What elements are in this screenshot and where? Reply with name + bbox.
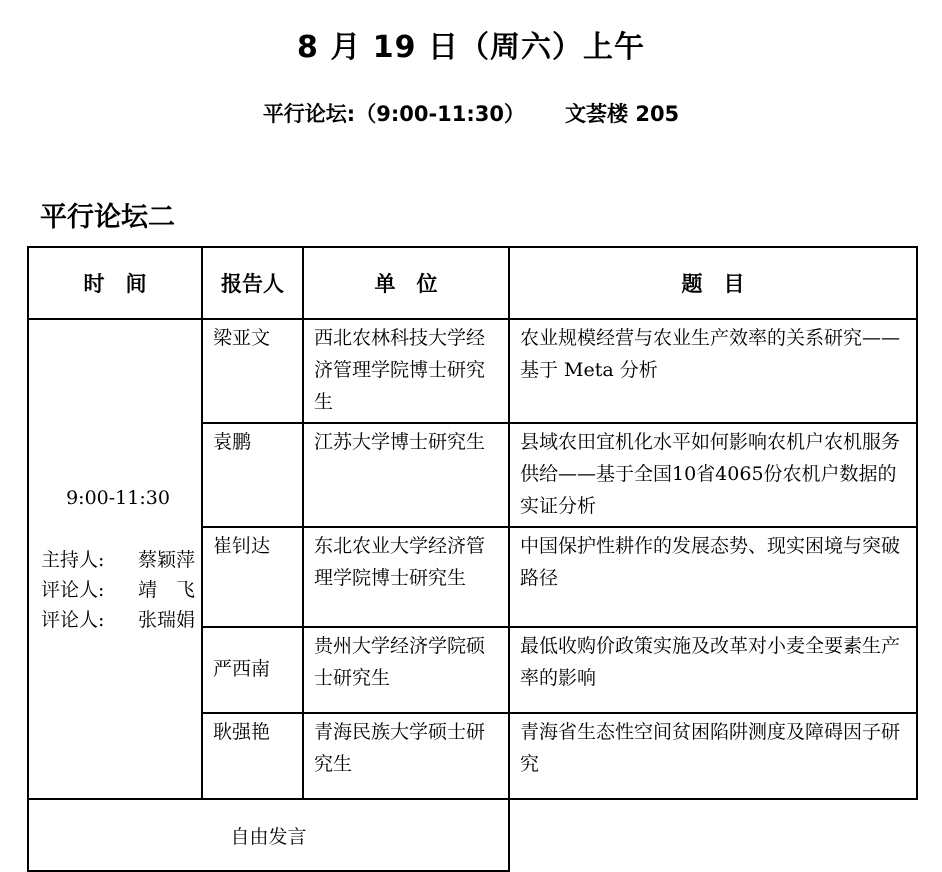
time-cell <box>28 319 202 799</box>
moderator-row <box>41 545 195 575</box>
person-name: 靖 飞 <box>137 579 195 601</box>
topic-cell: 农业规模经营与农业生产效率的关系研究——基于 Meta 分析 <box>509 319 917 423</box>
topic-cell: 最低收购价政策实施及改革对小麦全要素生产率的影响 <box>509 627 917 713</box>
role-label: 评论人: <box>41 609 105 631</box>
person-name: 蔡颖萍 <box>137 549 195 571</box>
organization-cell: 青海民族大学硕士研究生 <box>303 713 509 799</box>
role-label: 主持人: <box>41 549 105 571</box>
page-title: 8 月 19 日（周六）上午 <box>297 30 645 65</box>
column-header-speaker: 报告人 <box>202 247 303 319</box>
commentator-row <box>41 575 195 605</box>
session-subtitle <box>0 98 942 128</box>
section-heading: 平行论坛二 <box>40 202 175 233</box>
role-label: 评论人: <box>41 579 105 601</box>
speaker-cell: 崔钊达 <box>202 527 303 627</box>
speaker-cell: 袁鹏 <box>202 423 303 527</box>
column-header-time: 时 间 <box>28 247 202 319</box>
speaker-cell: 严西南 <box>202 627 303 713</box>
person-name: 张瑞娟 <box>137 609 195 631</box>
column-header-topic: 题 目 <box>509 247 917 319</box>
session-venue: 文荟楼 205 <box>565 102 680 126</box>
commentator-row <box>41 605 195 635</box>
free-discussion-cell: 自由发言 <box>28 799 509 871</box>
organization-cell: 贵州大学经济学院硕士研究生 <box>303 627 509 713</box>
speaker-cell: 梁亚文 <box>202 319 303 423</box>
speaker-cell: 耿强艳 <box>202 713 303 799</box>
table-header-row <box>28 247 917 319</box>
organization-cell: 江苏大学博士研究生 <box>303 423 509 527</box>
schedule-table <box>27 246 918 872</box>
organization-cell: 西北农林科技大学经济管理学院博士研究生 <box>303 319 509 423</box>
topic-cell: 中国保护性耕作的发展态势、现实困境与突破路径 <box>509 527 917 627</box>
topic-cell: 县域农田宜机化水平如何影响农机户农机服务供给——基于全国10省4065份农机户数据的实证分析 <box>509 423 917 527</box>
column-header-organization: 单 位 <box>303 247 509 319</box>
table-row-free-discussion <box>28 799 917 871</box>
table-row <box>28 319 917 423</box>
topic-cell: 青海省生态性空间贫困陷阱测度及障碍因子研究 <box>509 713 917 799</box>
session-time-label: 平行论坛:（9:00-11:30） <box>262 102 526 126</box>
organization-cell: 东北农业大学经济管理学院博士研究生 <box>303 527 509 627</box>
time-range: 9:00-11:30 <box>66 487 170 509</box>
